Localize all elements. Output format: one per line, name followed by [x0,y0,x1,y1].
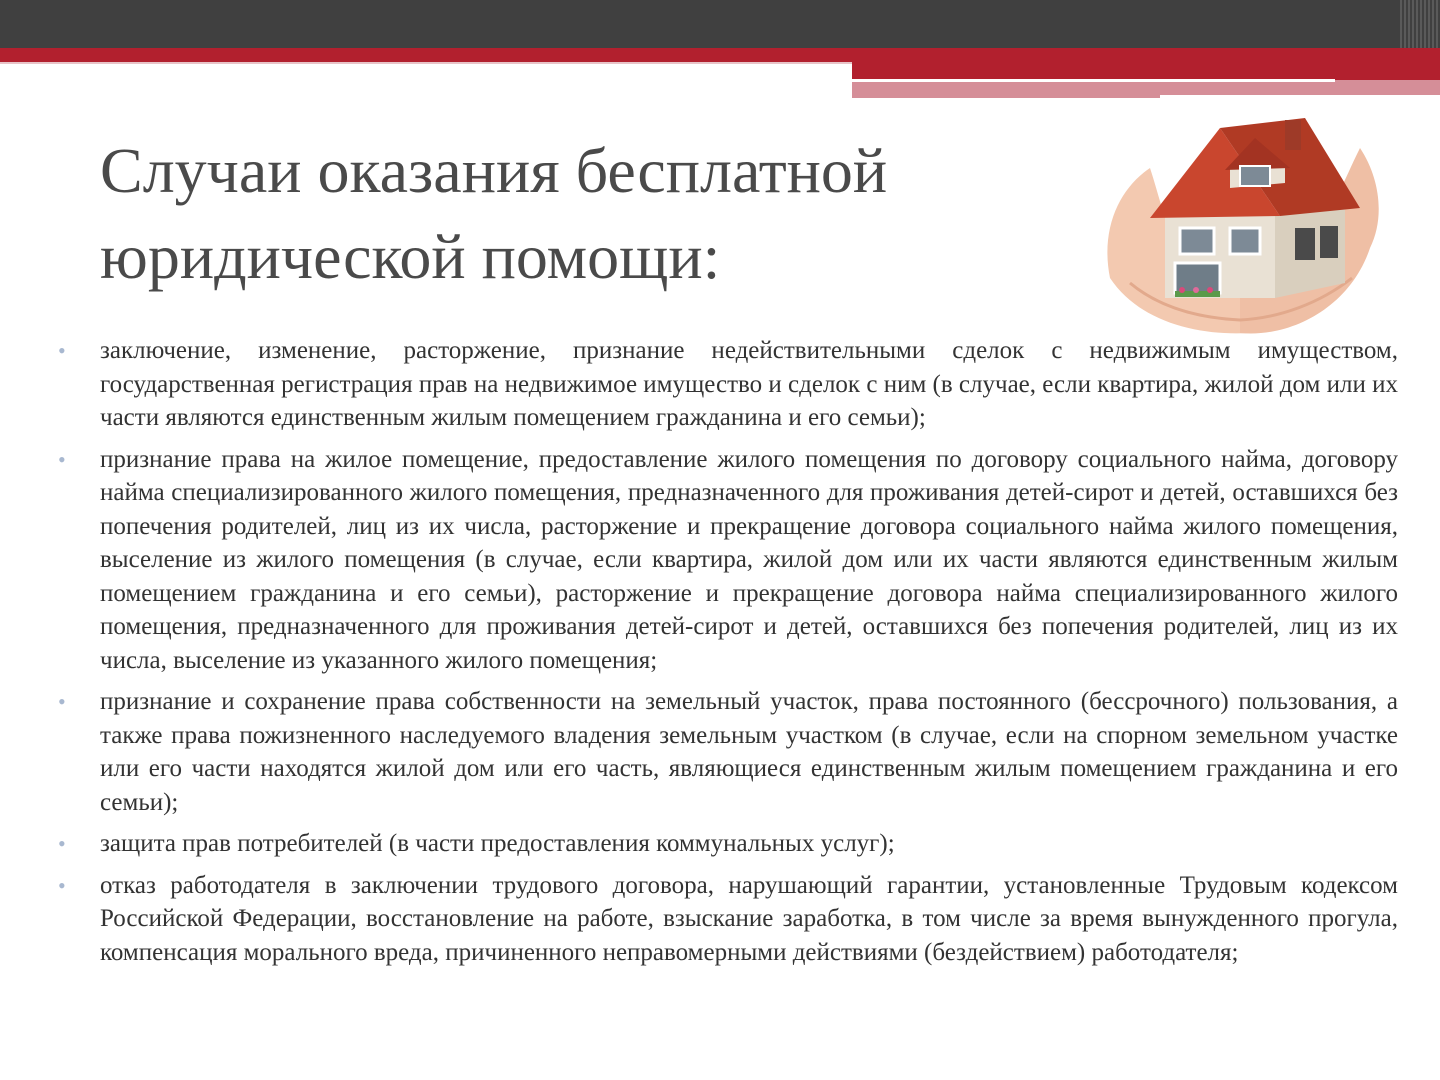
list-item [56,334,1398,435]
list-item-text: отказ работодателя в заключении трудового договора, нарушающий гарантии, установленные Трудовым кодексом Российской Федерации, восстановление на работе, взыскание заработка, в том числе за время вынужденного прогула, компенсация морального вреда, причиненного неправомерными действиями (бездействием) работодателя; [100,871,1398,966]
top-dark-bar [0,0,1440,48]
top-white-line-2 [1160,95,1440,98]
list-item-text: заключение, изменение, расторжение, признание недействительными сделок с недвижимым имуществом, государственная регистрация прав на недвижимое имущество и сделок с ним (в случае, если квартира, жилой дом или их части являются единственным жилым помещением гражданина и его семьи); [100,337,1398,431]
list-item [56,685,1398,819]
bullet-list [56,334,1398,977]
top-light-line [0,62,852,64]
list-item [56,443,1398,678]
bullet-marker: • [58,831,66,856]
slide-title: Случаи оказания бесплатной юридической помощи: [100,135,888,292]
list-item [56,827,1398,861]
bullet-marker: • [58,689,66,714]
list-item [56,869,1398,970]
list-item-text: признание права на жилое помещение, предоставление жилого помещения по договору социального найма, договору найма специализированного жилого помещения, предназначенного для проживания детей-сирот и детей, оставшихся без попечения родителей, лиц из их числа, расторжение и прекращение договора социального найма жилого помещения, выселение из жилого помещения (в случае, если квартира, жилой дом или их части являются единственным жилым помещением гражданина и его семьи), расторжение и прекращение договора найма специализированного жилого помещения, предназначенного для проживания детей-сирот и детей, оставшихся без попечения родителей, лиц из их числа, выселение из указанного жилого помещения; [100,445,1398,674]
top-stripes [1400,0,1440,48]
top-red-bar-right [852,62,1440,80]
bullet-marker: • [58,872,66,898]
bullet-marker: • [58,446,66,472]
top-white-line [852,79,1335,82]
top-red-bar [0,48,1440,62]
house-in-hands-icon [1090,108,1390,348]
list-item-text: признание и сохранение права собственности на земельный участок, права постоянного (бессрочного) пользования, а также права пожизненного наследуемого владения земельным участком (в случае, если на спорном земельном участке или его части находятся жилой дом или его часть, являющиеся единственным жилым помещением гражданина и его семьи); [100,688,1398,816]
list-item-text: защита прав потребителей (в части предоставления коммунальных услуг); [100,830,895,857]
bullet-marker: • [58,338,66,363]
